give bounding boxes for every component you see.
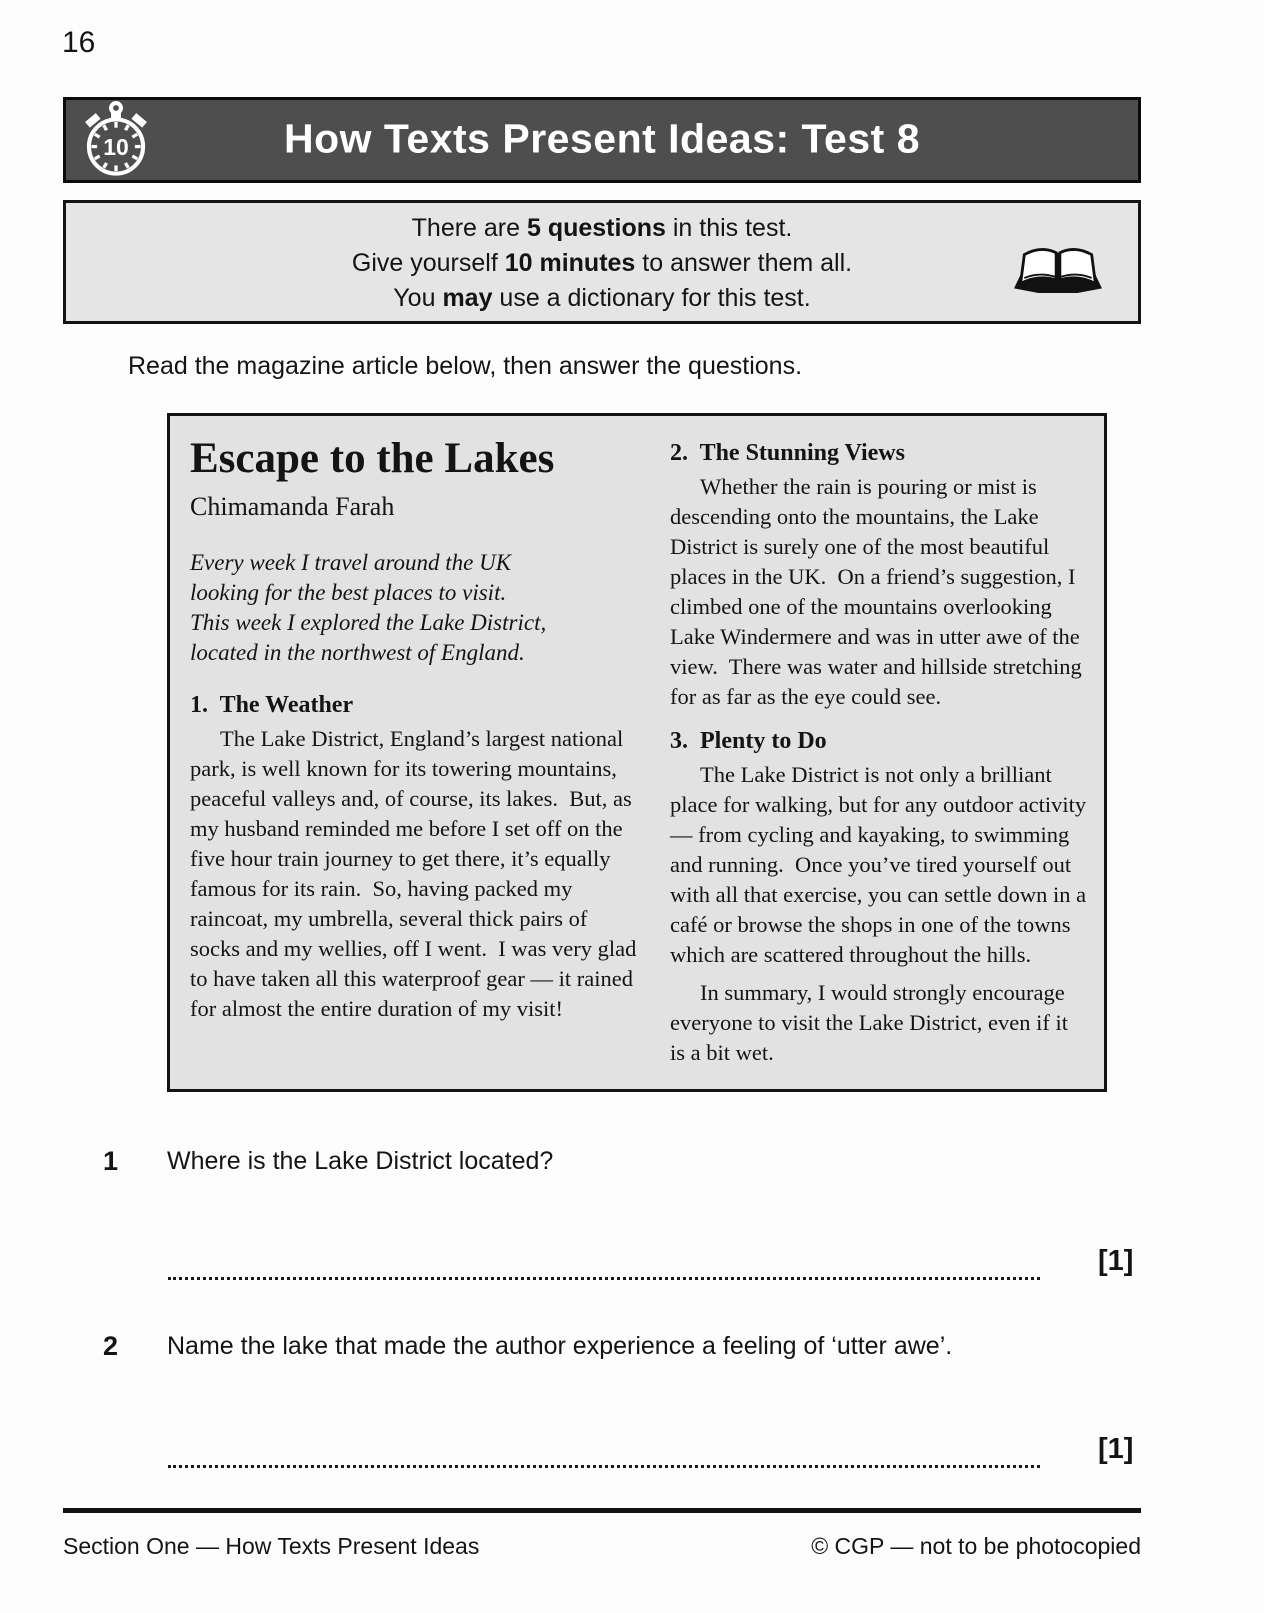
article-column-left [190, 430, 642, 1089]
question-2-number: 2 [103, 1331, 119, 1361]
test-instructions-box [63, 200, 1141, 324]
test-header-banner [63, 97, 1141, 183]
article-paragraph: Whether the rain is pouring or mist is descending onto the mountains, the Lake District is surely one of the most beautiful places in the UK. On a friend’s suggestion, I climbed one of the mountains overlooking Lake Windermere and was in utter awe of the view. There was water and hillside stretching for as far as the eye could see. [670, 474, 1088, 709]
intro-line: This week I explored the Lake District, [190, 610, 547, 636]
page-number: 16 [62, 26, 96, 59]
footer-divider [63, 1508, 1141, 1513]
intro-line: located in the northwest of England. [190, 640, 525, 666]
test-instructions-lines [66, 211, 1138, 316]
section-heading-weather: 1. The Weather [190, 692, 354, 719]
test-title: How Texts Present Ideas: Test 8 [283, 115, 921, 162]
timer-minutes-label: 10 [103, 133, 129, 160]
question-1-answer-line[interactable] [168, 1277, 1040, 1280]
article-paragraph: The Lake District is not only a brilliant place for walking, but for any outdoor activity — from cycling and kayaking, to swimming and running. Once you’ve tired yourself out with all that exercise, you can settle down in a café or browse the shops in one of the towns which are scattered throughout the hills. [670, 762, 1092, 967]
instruction-line-3: You may use a dictionary for this test. [393, 284, 811, 312]
question-2-marks: [1] [1098, 1433, 1134, 1465]
instruction-line-2: Give yourself 10 minutes to answer them all. [351, 249, 853, 277]
intro-line: looking for the best places to visit. [190, 580, 507, 606]
article-title: Escape to the Lakes [190, 435, 555, 482]
question-2-answer-line[interactable] [168, 1465, 1040, 1468]
article-author: Chimamanda Farah [190, 492, 395, 522]
open-book-icon [1010, 235, 1106, 293]
footer-copyright: © CGP — not to be photocopied [811, 1533, 1141, 1559]
section-heading-plenty: 3. Plenty to Do [670, 728, 827, 754]
article-intro [190, 548, 642, 668]
intro-line: Every week I travel around the UK [190, 550, 512, 576]
article-paragraph: The Lake District, England’s largest national park, is well known for its towering mountains, peaceful valleys and, of course, its lakes. But, as my husband reminded me before I set off on the five hour train journey to get there, it’s equally famous for its rain. So, having packed my raincoat, my umbrella, several thick pairs of socks and my wellies, off I went. I was very glad to have taken all this waterproof gear — it rained for almost the entire duration of my visit! [190, 726, 642, 1022]
question-1-marks: [1] [1098, 1245, 1134, 1277]
read-article-instruction: Read the magazine article below, then answer the questions. [128, 352, 803, 380]
magazine-article-box [167, 413, 1107, 1092]
question-1-text: Where is the Lake District located? [167, 1147, 554, 1175]
footer-section-title: Section One — How Texts Present Ideas [63, 1533, 480, 1559]
section-heading-views: 2. The Stunning Views [670, 440, 905, 466]
question-2-text: Name the lake that made the author experience a feeling of ‘utter awe’. [167, 1332, 953, 1360]
article-column-right [670, 430, 1092, 1089]
question-1-number: 1 [103, 1146, 119, 1176]
article-paragraph: In summary, I would strongly encourage everyone to visit the Lake District, even if it is a bit wet. [670, 980, 1074, 1065]
instruction-line-1: There are 5 questions in this test. [411, 214, 793, 242]
